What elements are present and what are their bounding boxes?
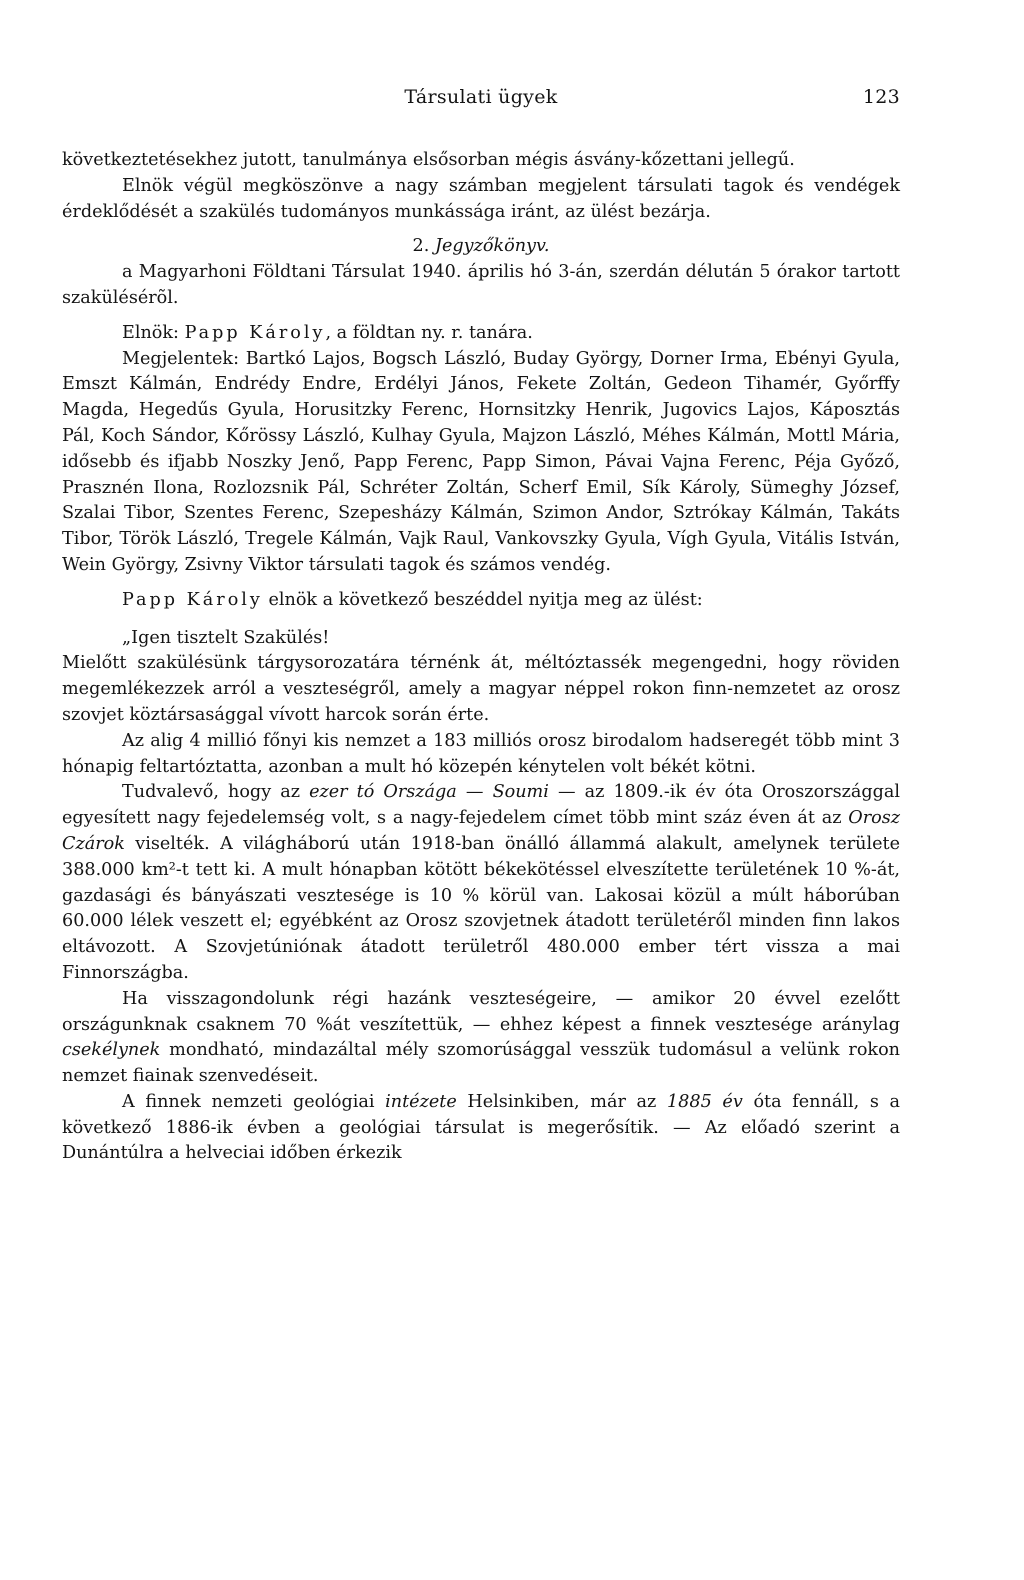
chair-line	[62, 321, 900, 347]
emphasis-run: ezer tó Országa	[309, 782, 457, 803]
running-title: Társulati ügyek	[404, 86, 558, 108]
text-run: mondható, mindazáltal mély szomorúsággal vesszük tudomásul a velünk rokon nemzet fiainak szenvedéseit.	[62, 1040, 900, 1087]
chair-label: Elnök:	[122, 322, 179, 343]
opening-name: Papp Károly	[122, 589, 263, 610]
text-run: Tudvalevő, hogy az	[122, 782, 310, 803]
page-number: 123	[862, 86, 900, 108]
address-paragraph-5	[62, 1090, 900, 1167]
page-body	[62, 148, 900, 1167]
address-paragraph-3	[62, 780, 900, 986]
opening-line	[62, 588, 900, 614]
minutes-subtitle: a Magyarhoni Földtani Társulat 1940. április hó 3-án, szerdán délután 5 órakor tartott szakülésérõl.	[62, 262, 900, 308]
paragraph-continuation: következtetésekhez jutott, tanulmánya elsősorban mégis ásvány-kőzettani jellegű.	[62, 150, 795, 170]
opening-text: elnök a következő beszéddel nyitja meg az ülést:	[262, 589, 703, 610]
attendees-paragraph	[62, 347, 900, 579]
text-run: — az 1809.-ik év óta Oroszországgal egyesített nagy fejedelemség volt, s a nagy-fejedelem címet több mint száz éven át az	[62, 782, 901, 829]
address-salutation: „Igen tisztelt Szakülés!	[122, 627, 330, 648]
emphasis-run: intézete	[385, 1091, 457, 1112]
text-run: Helsinkiben, már az	[456, 1091, 667, 1112]
emphasis-run: csekélynek	[62, 1040, 161, 1061]
minutes-number: 2.	[412, 236, 430, 257]
address-paragraph-1: Mielőtt szakülésünk tárgysorozatára térnénk át, méltóztassék megengedni, hogy röviden megemlékezzek arról a veszteségről, amely a magyar néppel rokon finn-nemzetet az orosz szovjet köztársasággal vívott harcok során érte.	[62, 653, 900, 725]
minutes-heading	[62, 234, 900, 260]
text-run: viselték. A világháború után 1918-ban önálló állammá alakult, amelynek területe 388.000 km²-t tett ki. A mult hónapban kötött békekötéssel elveszítette területének 10 %-át, gazdasági és bányászati vesztesége is 10 % körül van. Lakosai közül a múlt háborúban 60.000 lélek veszett el; egyébként az Orosz szovjetnek átadott területéről minden finn lakos eltávozott. A Szovjetúniónak átadott területről 480.000 ember tért vissza a mai Finnországba.	[62, 833, 900, 983]
running-header	[62, 86, 900, 116]
emphasis-run: Orosz Czárok	[62, 808, 900, 854]
chair-name: Papp Károly	[184, 322, 326, 343]
emphasis-run: Soumi	[492, 782, 549, 803]
address-paragraph-2: Az alig 4 millió főnyi kis nemzet a 183 milliós orosz birodalom hadseregét több mint 3 hónapig feltartóztatta, azonban a mult hó közepén kénytelen volt békét kötni.	[62, 730, 900, 777]
text-run: óta fennáll, s a következő 1886-ik évben a geológiai társulat is megerősítik. — Az előadó szerint a Dunántúlra a helveciai időben érkezik	[62, 1091, 901, 1164]
emphasis-run: 1885 év	[666, 1091, 743, 1112]
minutes-title: Jegyzőkönyv.	[434, 236, 550, 257]
paragraph-closing: Elnök végül megköszönve a nagy számban megjelent társulati tagok és vendégek érdeklődését a szakülés tudományos munkássága iránt, az ülést bezárja.	[62, 175, 900, 222]
attendees-label: Megjelentek:	[122, 348, 239, 369]
chair-title: , a földtan ny. r. tanára.	[325, 322, 533, 343]
text-run: —	[456, 782, 493, 803]
address-paragraph-4	[62, 987, 900, 1090]
text-run: A finnek nemzeti geológiai	[122, 1091, 386, 1112]
text-run: Ha visszagondolunk régi hazánk veszteségeire, — amikor 20 évvel ezelőtt országunknak csaknem 70 %át veszítettük, — ehhez képest a finnek vesztesége aránylag	[62, 988, 900, 1035]
attendees-list: Bartkó Lajos, Bogsch László, Buday György, Dorner Irma, Ebényi Gyula, Emszt Kálmán, Endrédy Endre, Erdélyi János, Fekete Zoltán, Gedeon Tihamér, Győrffy Magda, Hegedűs Gyula, Horusitzky Ferenc, Hornsitzky Henrik, Jugovics Lajos, Káposztás Pál, Koch Sándor, Kőrössy László, Kulhay Gyula, Majzon László, Méhes Kálmán, Mottl Mária, idősebb és ifjabb Noszky Jenő, Papp Ferenc, Papp Simon, Pávai Vajna Ferenc, Péja Győző, Prasznén Ilona, Rozlozsnik Pál, Schréter Zoltán, Scherf Emil, Sík Károly, Sümeghy József, Szalai Tibor, Szentes Ferenc, Szepesházy Kálmán, Szimon Andor, Sztrókay Kálmán, Takáts Tibor, Török László, Tregele Kálmán, Vajk Raul, Vankovszky Gyula, Vígh Gyula, Vitális István, Wein György, Zsivny Viktor társulati tagok és számos vendég.	[62, 348, 900, 575]
